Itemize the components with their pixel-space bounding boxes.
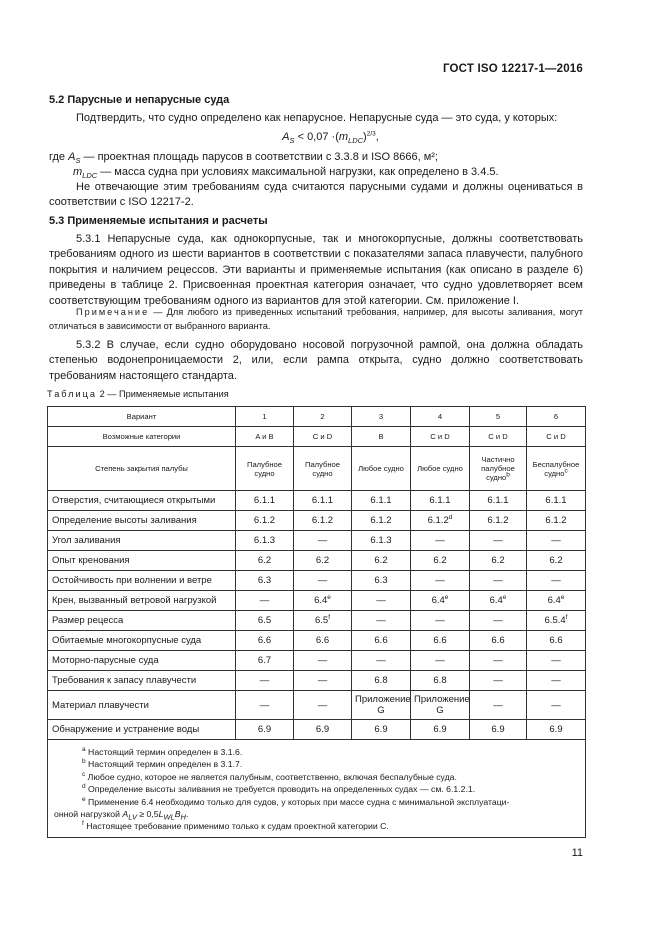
table-row [48,691,586,720]
table-cell: — [470,671,527,691]
table-cell: 6.9 [470,720,527,740]
table-cell: — [294,571,352,591]
table-caption: Таблица 2 — Применяемые испытания [47,389,229,399]
table-row [48,551,586,571]
table-cell: — [411,571,470,591]
table-cell: 6.1.3 [352,531,411,551]
row-label: Угол заливания [48,531,236,551]
table-row [48,531,586,551]
table-cell: 6.5.4$^f$ [527,611,586,631]
section-5-3-1-paragraph: 5.3.1 Непарусные суда, как однокорпусные, так и многокорпусные, должны соответствовать требованиям одного из шести вариантов в соответствии с показателями запаса плавучести, палубного покрытия и наличием рецессов. Эти варианты и применяемые испытания (как описано в разделе 6) приведены в таблице 2. Присвоенная проектная категория означает, что судно удовлетворяет всем соответствующим требованиям одного из вариантов для этой категории. См. приложение I. [49,233,583,307]
table-cell: 6.2 [411,551,470,571]
table-cell: — [470,531,527,551]
header-cell: C и D [527,427,586,447]
footnote-e-continuation: онной нагрузкой $A_{LV} \ge 0,5L_{WL}B_H$. [54,809,189,822]
formula-sail-area: $A_S < 0,07 \cdot(m_{LDC})^{2/3}$, [282,130,379,146]
table-cell: 6.9 [527,720,586,740]
note-paragraph: Примечание — Для любого из приведенных испытаний требования, например, для высоты заливания, могут отличаться в зависимости от выбранного варианта. [49,307,583,331]
table-cell: 6.6 [352,631,411,651]
table-row [48,671,586,691]
table-cell: — [411,531,470,551]
footnote-a: $^a$ Настоящий термин определен в 3.1.6. [82,746,243,757]
table-cell: 6.1.1 [470,491,527,511]
header-label: Степень закрытия палубы [48,447,236,491]
table-cell: — [352,611,411,631]
header-cell: Беспалубное судно$^c$ [527,447,586,491]
header-cell: A и B [236,427,294,447]
table-cell: 6.6 [236,631,294,651]
table-cell: 6.1.2 [352,511,411,531]
row-label: Крен, вызванный ветровой нагрузкой [48,591,236,611]
table-cell: — [470,611,527,631]
table-row-deck [48,447,586,491]
table-cell: 6.1.3 [236,531,294,551]
section-5-2-closing: Не отвечающие этим требованиям суда считаются парусными судами и должны оцениваться в соответствии с ISO 12217-2. [49,181,583,209]
table-cell: 6.4e [294,591,352,611]
table-row [48,651,586,671]
table-cell: — [294,651,352,671]
table-cell: — [527,571,586,591]
table-cell: — [352,591,411,611]
table-cell: 6.9 [236,720,294,740]
table-applicable-tests [47,406,586,838]
table-cell: 6.1.1 [294,491,352,511]
header-cell: Палубное судно [236,447,294,491]
table-row [48,611,586,631]
row-label: Остойчивость при волнении и ветре [48,571,236,591]
table-cell: 6.7 [236,651,294,671]
table-cell: 6.6 [411,631,470,651]
table-cell: — [352,651,411,671]
page-number: 11 [571,847,583,859]
table-cell: Приложение G [352,691,411,720]
table-cell: 6.8 [352,671,411,691]
row-label: Отверстия, считающиеся открытыми [48,491,236,511]
header-cell: 2 [294,407,352,427]
row-label: Обнаружение и устранение воды [48,720,236,740]
row-label: Требования к запасу плавучести [48,671,236,691]
table-cell: 6.2 [470,551,527,571]
table-cell: 6.5$^f$ [294,611,352,631]
table-cell: — [411,611,470,631]
table-cell: 6.1.2 [236,511,294,531]
table-footnotes [48,740,586,838]
header-cell: 4 [411,407,470,427]
header-cell: 3 [352,407,411,427]
header-label: Возможные категории [48,427,236,447]
definition-mass: $m_{LDC}$ — масса судна при условиях максимальной нагрузки, как определено в 3.4.5. [73,166,499,181]
table-cell: 6.1.2 [294,511,352,531]
table-cell: 6.2 [294,551,352,571]
table-cell: — [527,671,586,691]
table-row [48,511,586,531]
table-cell: 6.5 [236,611,294,631]
footnote-e: $^e$ Применение 6.4 необходимо только для судов, у которых при массе судна с минимальной эксплуатаци- [82,795,510,807]
header-cell: Частично палубное судно$^b$ [470,447,527,491]
table-row [48,571,586,591]
table-row-categories [48,427,586,447]
table-cell: 6.9 [411,720,470,740]
table-cell: — [294,691,352,720]
table-cell: — [527,691,586,720]
table-row [48,491,586,511]
table-cell: — [470,691,527,720]
table-cell: — [411,651,470,671]
table-cell: Приложение G [411,691,470,720]
header-cell: C и D [470,427,527,447]
row-label: Материал плавучести [48,691,236,720]
table-cell: — [294,531,352,551]
table-cell: — [236,671,294,691]
table-cell: 6.6 [527,631,586,651]
table-cell: 6.1.1 [411,491,470,511]
table-cell: 6.8 [411,671,470,691]
table-cell: — [527,651,586,671]
table-cell: 6.9 [294,720,352,740]
table-cell: — [294,671,352,691]
table-cell: 6.1.1 [527,491,586,511]
table-cell: 6.1.2 [527,511,586,531]
table-cell: — [236,591,294,611]
table-cell: — [236,691,294,720]
footnote-d: $^d$ Определение высоты заливания не требуется проводить на определенных судах — см. 6.1.2.1. [82,783,476,795]
table-cell: 6.3 [352,571,411,591]
row-label: Моторно-парусные суда [48,651,236,671]
table-cell: 6.2 [352,551,411,571]
footnote-f: $^f$ Настоящее требование применимо только к судам проектной категории C. [82,820,389,832]
header-cell: C и D [294,427,352,447]
section-5-2-intro: Подтвердить, что судно определено как непарусное. Непарусные суда — это суда, у которых: [76,112,558,124]
row-label: Обитаемые многокорпусные суда [48,631,236,651]
table-footnotes-row [48,740,586,838]
header-cell: C и D [411,427,470,447]
footnote-b: $^b$ Настоящий термин определен в 3.1.7. [82,758,243,770]
section-5-3-2-paragraph: 5.3.2 В случае, если судно оборудовано носовой погрузочной рампой, она должна обладать степенью водонепроницаемости 2, или, если рампа открыта, судно должно соответствовать требованиям настоящего стандарта. [49,339,583,382]
table-cell: — [527,531,586,551]
header-cell: 5 [470,407,527,427]
table-cell: 6.1.2$^d$ [411,511,470,531]
table-cell: 6.1.2 [470,511,527,531]
document-header: ГОСТ ISO 12217-1—2016 [442,63,583,75]
table-cell: 6.4e [470,591,527,611]
table-cell: 6.4e [527,591,586,611]
header-cell: 1 [236,407,294,427]
row-label: Определение высоты заливания [48,511,236,531]
table-row [48,591,586,611]
header-cell: 6 [527,407,586,427]
row-label: Размер рецесса [48,611,236,631]
table-cell: 6.3 [236,571,294,591]
definition-sail-area: где $A_S$ — проектная площадь парусов в соответствии с 3.3.8 и ISO 8666, м²; [49,151,438,166]
section-5-3-heading: 5.3 Применяемые испытания и расчеты [49,215,268,227]
table-cell: 6.9 [352,720,411,740]
row-label: Опыт кренования [48,551,236,571]
header-cell: Любое судно [411,447,470,491]
table-row [48,631,586,651]
table-cell: 6.1.1 [236,491,294,511]
table-cell: 6.2 [236,551,294,571]
table-cell: — [470,571,527,591]
header-cell: Любое судно [352,447,411,491]
table-cell: 6.4e [411,591,470,611]
header-label: Вариант [48,407,236,427]
header-cell: Палубное судно [294,447,352,491]
footnote-c: $^c$ Любое судно, которое не является палубным, соответственно, включая беспалубные суда. [82,770,457,782]
table-row [48,720,586,740]
section-5-2-heading: 5.2 Парусные и непарусные суда [49,94,230,106]
table-cell: 6.6 [294,631,352,651]
table-cell: 6.2 [527,551,586,571]
table-cell: 6.6 [470,631,527,651]
table-cell: — [470,651,527,671]
header-cell: B [352,427,411,447]
table-cell: 6.1.1 [352,491,411,511]
table-row-variant [48,407,586,427]
